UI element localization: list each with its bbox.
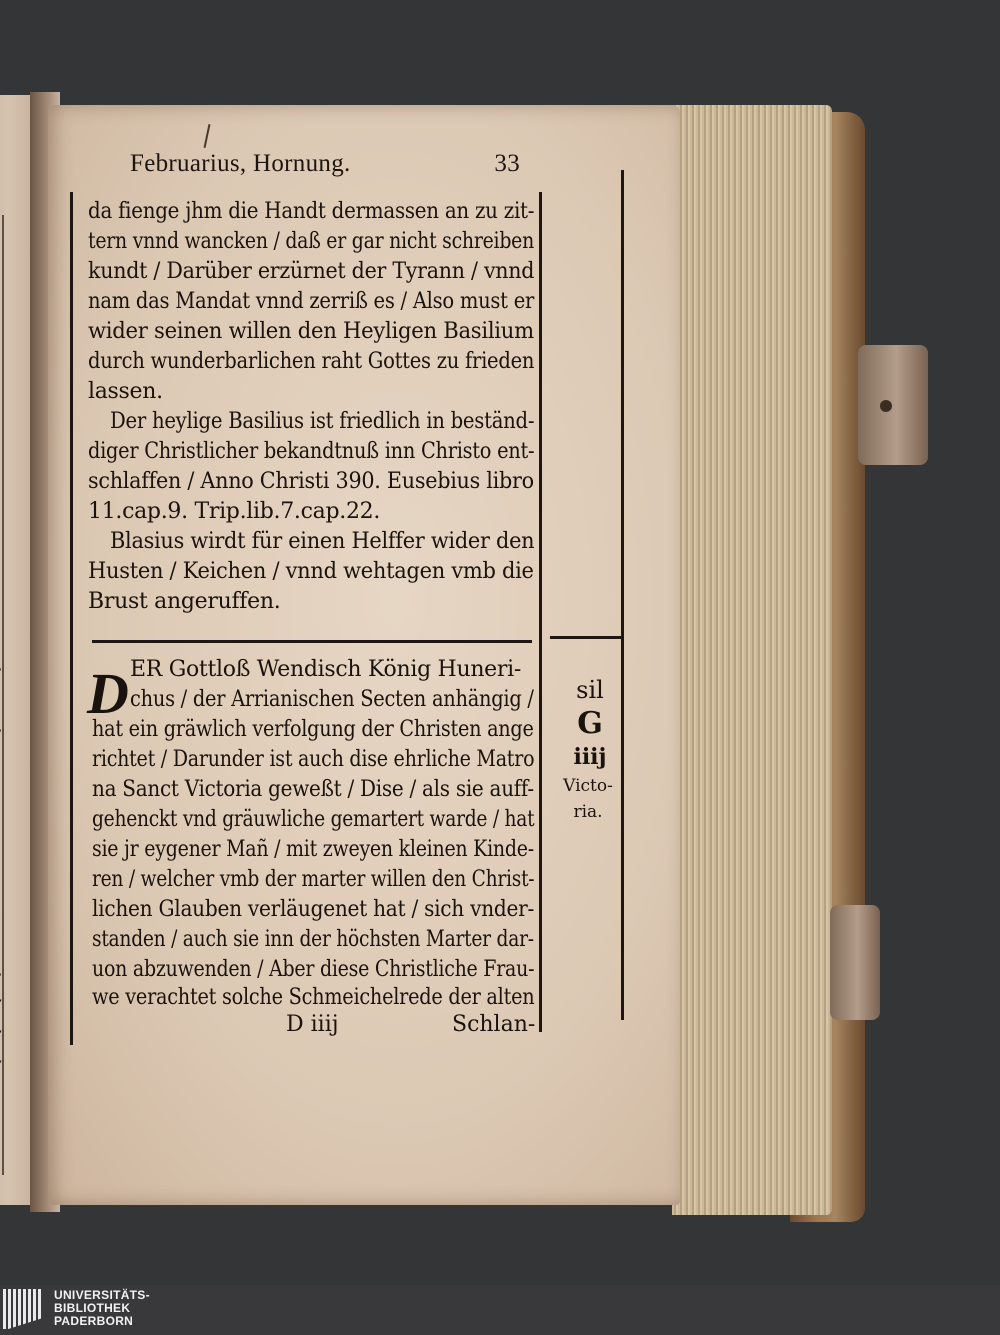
library-footer-bar xyxy=(0,1285,1000,1335)
text-line: richtet / Darunder ist auch dise ehrliche Matro xyxy=(92,747,535,772)
text-line: sie jr eygener Mañ / mit zweyen kleinen Kinde- xyxy=(92,837,534,862)
text-line: nam das Mandat vnnd zerriß es / Also must er xyxy=(88,289,535,314)
text-line: we verachtet solche Schmeichelrede der alten xyxy=(92,985,535,1010)
clasp-lower xyxy=(830,905,880,1020)
margin-column-right-rule xyxy=(621,170,624,1020)
text-line: 11.cap.9. Trip.lib.7.cap.22. xyxy=(88,499,381,524)
text-line: Husten / Keichen / vnnd wehtagen vmb die xyxy=(88,559,534,584)
page-number: 33 xyxy=(494,150,520,177)
margin-divider-rule xyxy=(550,636,622,639)
text-line: schlaffen / Anno Christi 390. Eusebius libro xyxy=(88,469,534,494)
text-line: chus / der Arrianischen Secten anhängig / xyxy=(130,687,534,712)
clasp-upper xyxy=(858,345,928,465)
text-line: Der heylige Basilius ist friedlich in beständ- xyxy=(110,409,535,434)
margin-note-letter: G xyxy=(577,706,603,741)
text-line: uon abzuwenden / Aber diese Christliche Frau- xyxy=(92,957,535,982)
text-line: durch wunderbarlichen raht Gottes zu frieden xyxy=(88,349,535,374)
previous-page-rule xyxy=(2,215,4,1175)
text-line: ER Gottloß Wendisch König Huneri- xyxy=(130,657,521,682)
text-line: gehenckt vnd gräuwliche gemartert warde / hat xyxy=(92,807,535,832)
catchword: Schlan- xyxy=(452,1012,536,1037)
text-frame-left-rule xyxy=(70,192,73,1045)
section-divider-rule xyxy=(92,640,532,643)
library-name-line: UNIVERSITÄTS- xyxy=(54,1288,150,1302)
clasp-hole xyxy=(880,400,892,412)
margin-note-victoria: Victo- xyxy=(563,776,613,796)
library-name-line: BIBLIOTHEK xyxy=(54,1301,131,1315)
text-line: diger Christlicher bekandtnuß inn Christo ent- xyxy=(88,439,535,464)
text-line: na Sanct Victoria geweßt / Dise / als sie auff- xyxy=(92,777,534,802)
text-line: lichen Glauben verläugenet hat / sich vnder- xyxy=(92,897,535,922)
library-logo-icon xyxy=(2,1287,46,1333)
running-head-title: Februarius, Hornung. xyxy=(130,150,351,177)
library-name xyxy=(54,1289,150,1328)
text-line: ren / welcher vmb der marter willen den Christ- xyxy=(92,867,535,892)
text-line: standen / auch sie inn der höchsten Marter dar- xyxy=(92,927,534,952)
text-line: Blasius wirdt für einen Helffer wider den xyxy=(110,529,535,554)
running-head xyxy=(130,150,520,190)
text-line: lassen. xyxy=(88,379,163,404)
drop-capital: D xyxy=(87,661,129,726)
margin-note-numeral: iiij xyxy=(573,744,607,770)
text-line: wider seinen willen den Heyligen Basilium xyxy=(88,319,534,344)
page-block-fore-edge xyxy=(672,105,832,1215)
text-frame-right-rule xyxy=(539,192,542,1032)
margin-note-sil: sil xyxy=(576,676,604,704)
library-name-line: PADERBORN xyxy=(54,1314,134,1328)
text-line: Brust angeruffen. xyxy=(88,589,281,614)
signature-mark: D iiij xyxy=(286,1012,339,1037)
text-line: tern vnnd wancken / daß er gar nicht schreiben xyxy=(88,229,535,254)
text-line: hat ein gräwlich verfolgung der Christen ange xyxy=(92,717,534,742)
text-line: da fienge jhm die Handt dermassen an zu zit- xyxy=(88,199,535,224)
margin-note-victoria-end: ria. xyxy=(573,802,603,822)
text-line: kundt / Darüber erzürnet der Tyrann / vnnd xyxy=(88,259,535,284)
